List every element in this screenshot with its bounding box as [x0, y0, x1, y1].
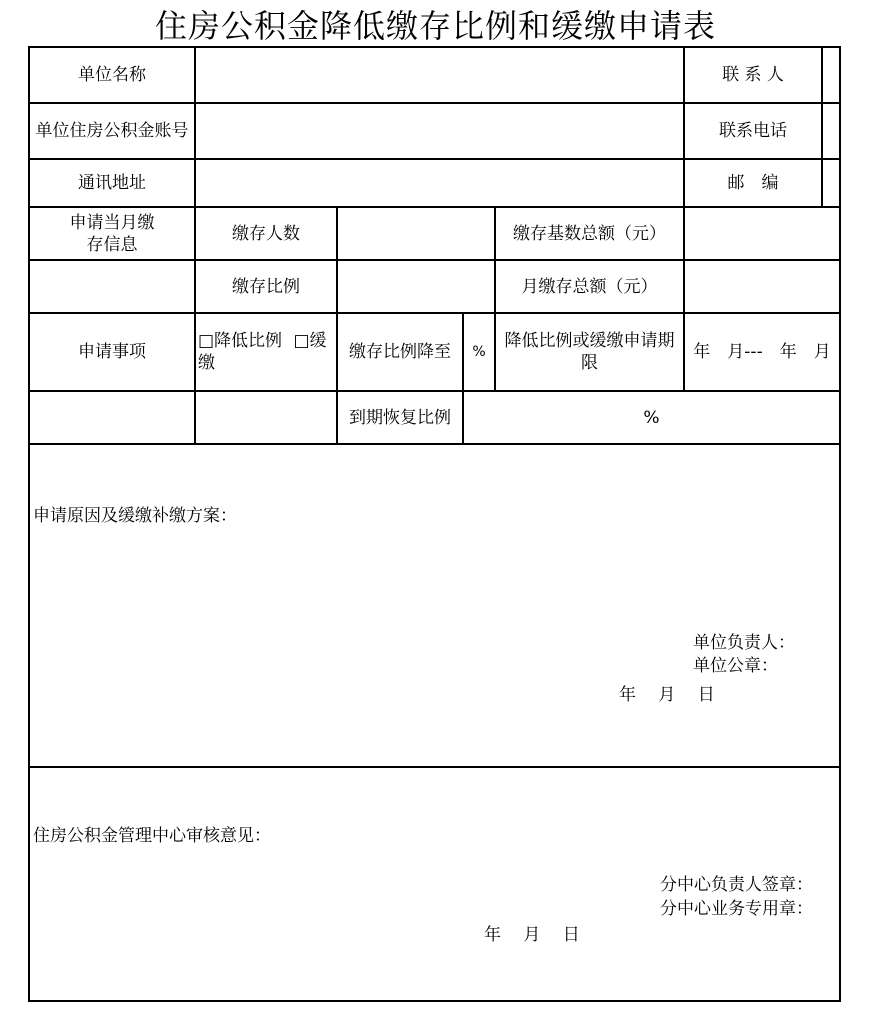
- apply-item-label: 申请事项: [78, 342, 146, 362]
- monthly-total-field[interactable]: [685, 261, 839, 312]
- reason-seal: 单位公章：: [693, 656, 778, 676]
- ratio-field[interactable]: [338, 261, 494, 312]
- postcode-label: 邮 编: [727, 173, 779, 193]
- restore-ratio-field[interactable]: [464, 392, 839, 443]
- unit-name-field[interactable]: [196, 48, 683, 102]
- apply-options-text: [198, 330, 334, 374]
- monthly-total-label: 月缴存总额（元）: [521, 276, 658, 297]
- restore-ratio-label: 到期恢复比例: [349, 407, 451, 428]
- apply-options: [196, 314, 336, 390]
- address-field[interactable]: [196, 160, 683, 206]
- reduce-to-label: 缴存比例降至: [349, 342, 451, 362]
- review-label: 住房公积金管理中心审核意见：: [33, 826, 271, 846]
- contact-person-field[interactable]: [823, 48, 839, 102]
- contact-phone-field[interactable]: [823, 104, 839, 158]
- row-divider-8: [28, 766, 841, 768]
- address-label: 通讯地址: [78, 173, 146, 193]
- contact-phone-label: 联系电话: [719, 121, 787, 141]
- border-right: [839, 46, 841, 1002]
- headcount-label: 缴存人数: [232, 223, 300, 244]
- border-bottom: [28, 1000, 841, 1002]
- reason-label: 申请原因及缓缴补缴方案：: [33, 506, 237, 526]
- page-title: 住房公积金降低缴存比例和缓缴申请表: [154, 7, 716, 45]
- month-info-blank: [30, 261, 194, 312]
- ratio-label: 缴存比例: [232, 276, 300, 297]
- period-value[interactable]: 年 月--- 年 月: [693, 342, 831, 362]
- review-signer: 分中心负责人签章：: [660, 875, 813, 895]
- account-no-field[interactable]: [196, 104, 683, 158]
- headcount-field[interactable]: [338, 208, 494, 259]
- postcode-field[interactable]: [823, 160, 839, 206]
- contact-person-label: 联 系 人: [722, 65, 784, 85]
- base-total-field[interactable]: [685, 208, 839, 259]
- account-no-label: 单位住房公积金账号: [35, 121, 189, 141]
- checkbox-defer[interactable]: □缓缴: [198, 331, 327, 373]
- row-divider-7: [28, 443, 841, 445]
- restore-blank-1: [30, 392, 194, 443]
- percent-unit-1: %: [472, 344, 486, 360]
- review-date: 年 月 日: [484, 925, 580, 945]
- checkbox-reduce-ratio[interactable]: □降低比例: [198, 331, 283, 351]
- review-seal: 分中心业务专用章：: [660, 899, 813, 919]
- month-info-label: 申请当月缴存信息: [69, 212, 155, 255]
- base-total-label: 缴存基数总额（元）: [513, 223, 666, 244]
- unit-name-label: 单位名称: [78, 65, 146, 85]
- period-label: 降低比例或缓缴申请期限: [504, 331, 675, 373]
- percent-unit-2: %: [643, 407, 660, 428]
- reason-date: 年 月 日: [619, 685, 715, 705]
- reason-signer: 单位负责人：: [693, 633, 795, 653]
- restore-blank-2: [196, 392, 336, 443]
